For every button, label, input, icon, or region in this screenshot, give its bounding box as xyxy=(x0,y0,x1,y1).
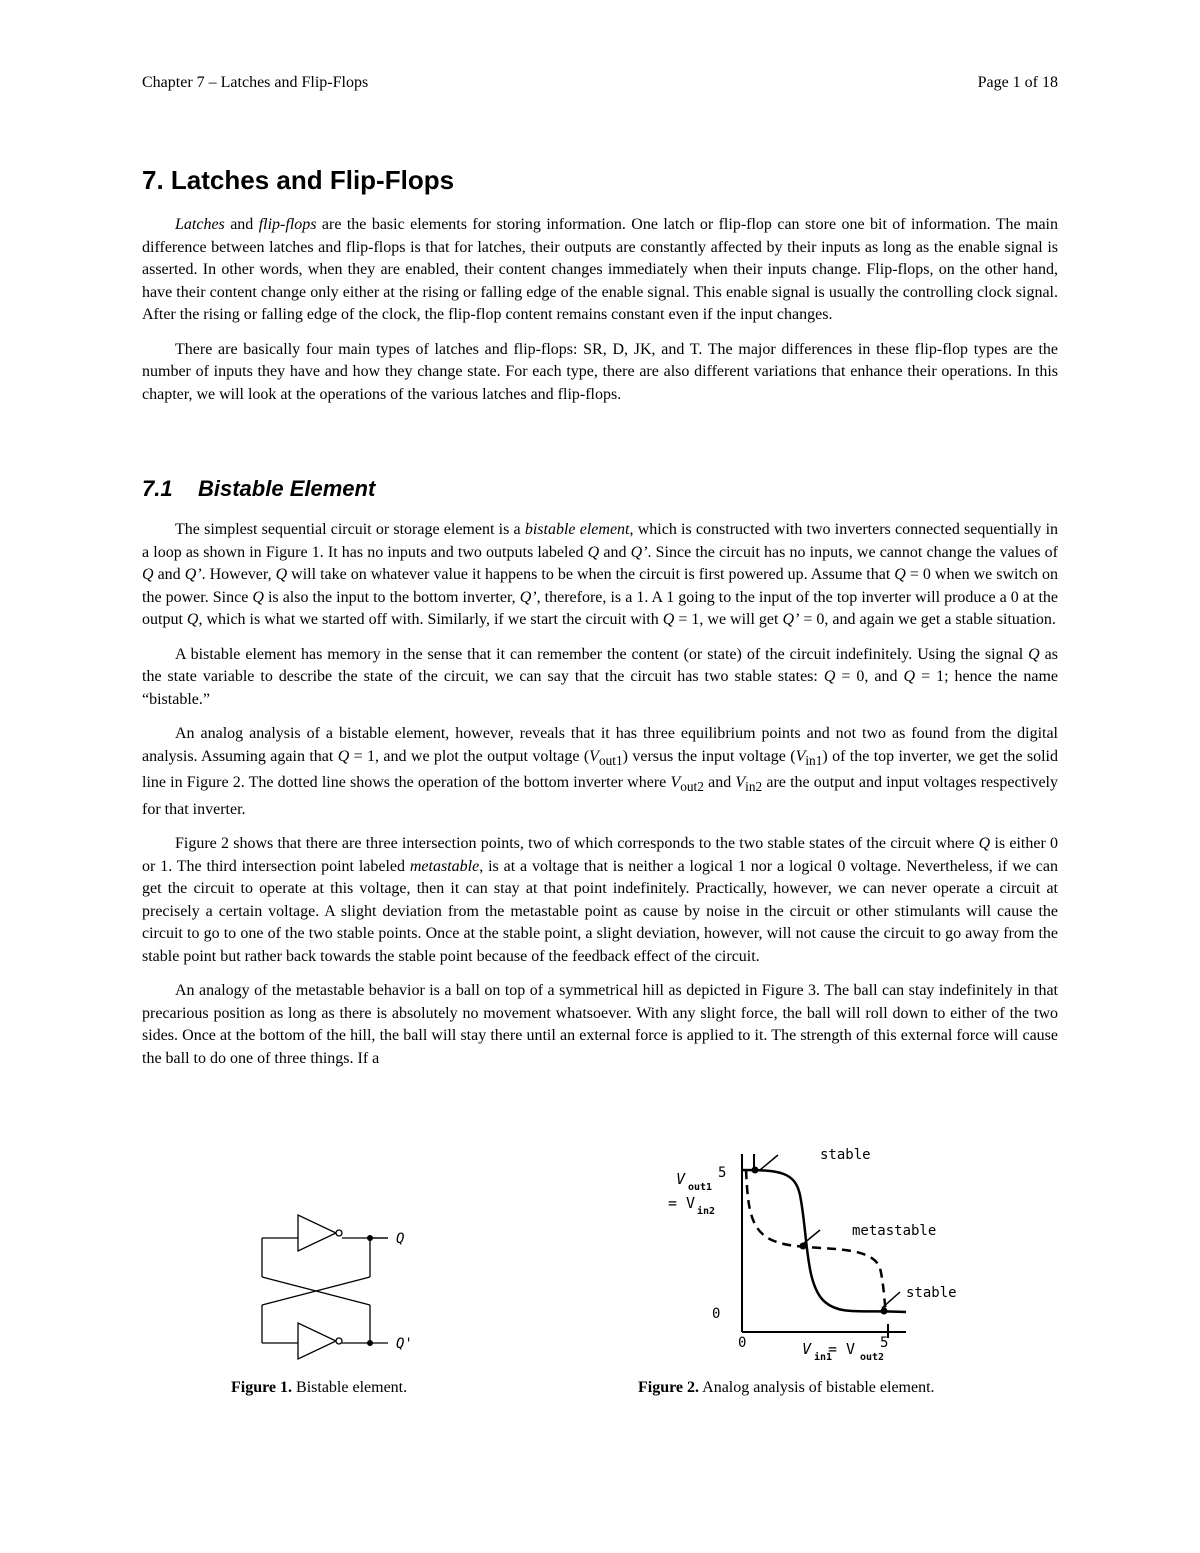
svg-text:out1: out1 xyxy=(688,1182,713,1193)
chapter-header: Chapter 7 – Latches and Flip-Flops xyxy=(142,74,369,91)
term-latches: Latches xyxy=(175,216,225,233)
svg-text:V: V xyxy=(802,1340,812,1358)
x-axis-label xyxy=(802,1340,884,1363)
svg-text:V: V xyxy=(676,1170,686,1188)
section-number: 7.1 xyxy=(142,476,173,501)
stable-point-bottom xyxy=(881,1308,888,1315)
figure-2-analog-plot xyxy=(660,1140,990,1365)
x-min-label: 0 xyxy=(738,1335,747,1351)
label-stable-bottom: stable xyxy=(906,1285,957,1301)
x-max-label: 5 xyxy=(880,1335,889,1351)
intro-paragraph-1: Latches and flip-flops are the basic elements for storing information. One latch or flip-flop can store one bit of information. The main difference between latches and flip-flops is that for latches, their outputs are constantly affected by their inputs as long as the enable signal is asserted. In other words, when they are enabled, their content changes immediately when their inputs change. Flip-flops, on the other hand, have their content change only either at the rising or falling edge of the enable signal. This enable signal is usually the controlling clock signal. After the rising or falling edge of the clock, the flip-flop content remains constant even if the input changes. xyxy=(142,216,1058,323)
svg-text:in1: in1 xyxy=(814,1352,833,1363)
q-node xyxy=(367,1235,373,1241)
term-flip-flops: flip-flops xyxy=(258,216,317,233)
y-axis-label xyxy=(668,1170,715,1217)
label-stable-top: stable xyxy=(820,1147,871,1163)
section-paragraph-4: Figure 2 shows that there are three intersection points, two of which corresponds to the two stable states of the circuit where Q is either 0 or 1. The third intersection point labeled metastable, is at a voltage that is neither a logical 1 nor a logical 0 voltage. Nevertheless, if we can get the circuit to operate at this voltage, then it can stay at that point indefinitely. Practically, however, we can never operate a circuit at precisely a certain voltage. A slight deviation from the metastable point as cause by noise in the circuit or other stimulants will cause the circuit to go to one of the two stable points. Once at the stable point, a slight deviation, however, will not cause the circuit to go away from the stable point but rather back towards the stable point because of the feedback effect of the circuit. xyxy=(142,835,1059,965)
section-paragraph-3: An analog analysis of a bistable element, however, reveals that it has three equilibrium points and not two as found from the digital analysis. Assuming again that Q = 1, and we plot the output voltage $(V_{out1})$ versus the input voltage $(V_{in1})$ of the top inverter, we get the solid line in Figure 2. The dotted line shows the operation of the bottom inverter where $V_{out2}$ and $V_{in2}$ are the output and input voltages respectively for that inverter. xyxy=(142,725,1059,818)
page-header xyxy=(142,74,1058,96)
svg-text:out2: out2 xyxy=(860,1352,885,1363)
figure-1-caption: Figure 1. Bistable element. xyxy=(231,1379,408,1396)
svg-text:= V: = V xyxy=(668,1194,696,1212)
chapter-title: 7. Latches and Flip-Flops xyxy=(142,165,455,195)
y-min-label: 0 xyxy=(712,1306,721,1322)
section-paragraph-1: The simplest sequential circuit or storage element is a bistable element, which is constructed with two inverters connected sequentially in a loop as shown in Figure 1. It has no inputs and two outputs labeled Q and Q’. Since the circuit has no inputs, we cannot change the values of Q and Q’. However, Q will take on whatever value it happens to be when the circuit is first powered up. Assume that Q = 0 when we switch on the power. Since Q is also the input to the bottom inverter, Q’, therefore, is a 1. A 1 going to the input of the top inverter will produce a 0 at the output Q, which is what we started off with. Similarly, if we start the circuit with Q = 1, we will get Q’ = 0, and again we get a stable situation. xyxy=(142,521,1059,628)
section-heading xyxy=(142,476,375,502)
svg-text:= V: = V xyxy=(828,1340,856,1358)
figure-1-bistable-circuit xyxy=(240,1205,440,1365)
stable-point-top xyxy=(752,1167,759,1174)
top-inverter-icon xyxy=(298,1215,336,1251)
metastable-point xyxy=(800,1243,807,1250)
section-paragraph-5: An analogy of the metastable behavior is a ball on top of a symmetrical hill as depicted in Figure 3. The ball can stay indefinitely in that precarious position as long as there is absolutely no movement whatsoever. With any slight force, the ball will roll down to either of the two sides. Once at the bottom of the hill, the ball will stay there until an external force is applied to it. The strength of this external force will cause the ball to do one of three things. If a xyxy=(142,982,1058,1067)
section-paragraph-2: A bistable element has memory in the sense that it can remember the content (or state) of the circuit indefinitely. Using the signal Q as the state variable to describe the state of the circuit, we can say that the circuit has two stable states: Q = 0, and Q = 1; hence the name “bistable.” xyxy=(142,645,1059,708)
figure-2-caption: Figure 2. Analog analysis of bistable element. xyxy=(638,1379,935,1396)
label-q: Q xyxy=(396,1231,405,1247)
q-prime-node xyxy=(367,1340,373,1346)
solid-curve-top-inverter xyxy=(742,1170,906,1312)
label-metastable: metastable xyxy=(852,1223,937,1239)
intro-paragraph-2: There are basically four main types of latches and flip-flops: SR, D, JK, and T. The major differences in these flip-flop types are the number of inputs they have and how they change state. For each type, there are also different variations that enhance their operations. In this chapter, we will look at the operations of the various latches and flip-flops. xyxy=(142,340,1058,403)
page-number: Page 1 of 18 xyxy=(977,74,1058,91)
svg-text:in2: in2 xyxy=(697,1206,716,1217)
bottom-inverter-icon xyxy=(298,1323,336,1359)
intro-text xyxy=(142,214,1058,418)
section-title: Bistable Element xyxy=(198,476,376,501)
label-q-prime: Q' xyxy=(396,1336,413,1352)
section-text xyxy=(142,519,1058,1082)
y-max-label: 5 xyxy=(718,1165,727,1181)
